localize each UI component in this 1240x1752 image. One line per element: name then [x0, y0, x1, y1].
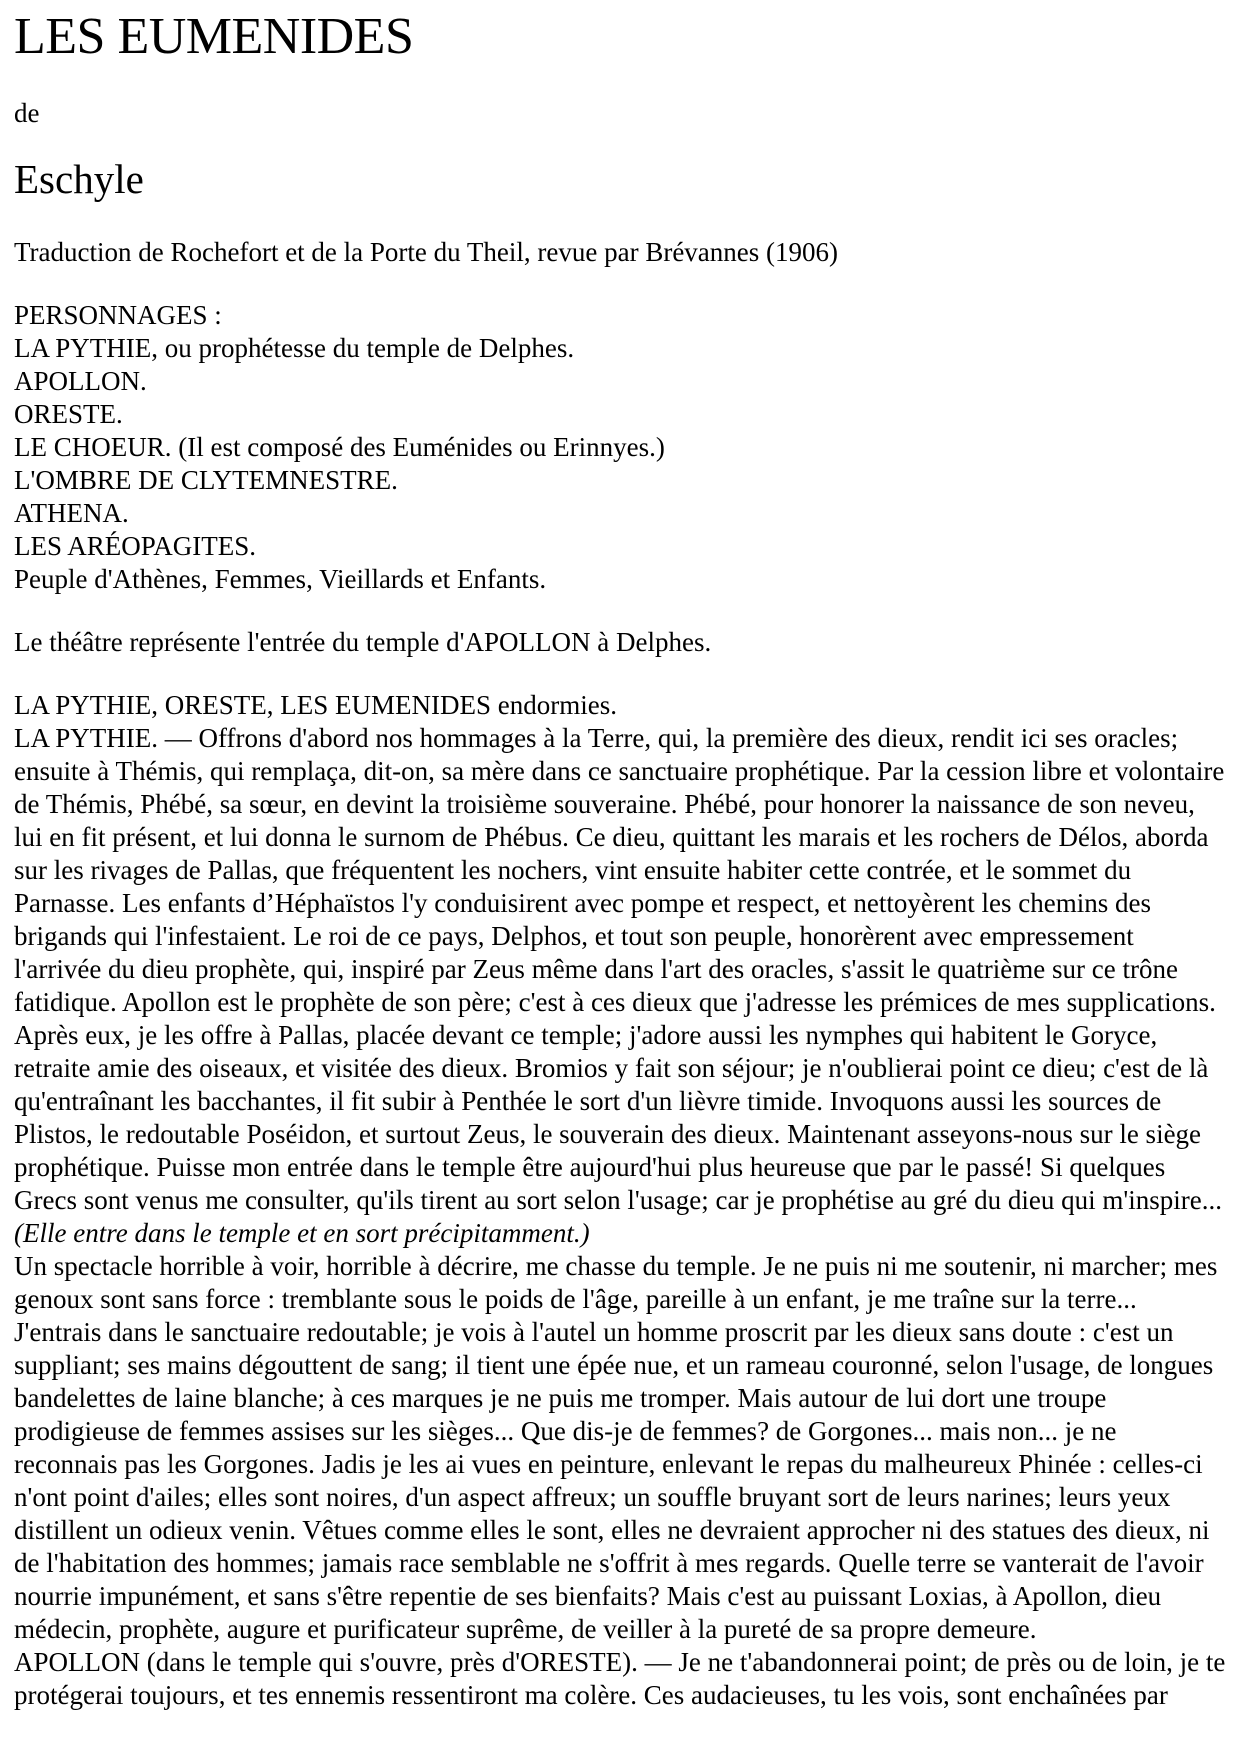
scene-opening-line: LA PYTHIE, ORESTE, LES EUMENIDES endormies. — [14, 690, 617, 720]
character-item: LA PYTHIE, ou prophétesse du temple de Delphes. — [14, 333, 575, 363]
setting-description: Le théâtre représente l'entrée du temple d'APOLLON à Delphes. — [14, 627, 712, 657]
scene-block — [14, 689, 1226, 1712]
character-item: L'OMBRE DE CLYTEMNESTRE. — [14, 465, 398, 495]
characters-heading: PERSONNAGES : — [14, 300, 222, 330]
character-item: ORESTE. — [14, 399, 123, 429]
character-item: ATHENA. — [14, 498, 129, 528]
character-item: LE CHOEUR. (Il est composé des Euménides ou Erinnyes.) — [14, 432, 665, 462]
translation-note: Traduction de Rochefort et de la Porte du Theil, revue par Brévannes (1906) — [14, 237, 839, 267]
characters-block — [14, 299, 1226, 596]
author-name: Eschyle — [14, 156, 144, 202]
character-item: Peuple d'Athènes, Femmes, Vieillards et Enfants. — [14, 564, 547, 594]
character-item: APOLLON. — [14, 366, 147, 396]
pythie-speech-continued: Un spectacle horrible à voir, horrible à décrire, me chasse du temple. Je ne puis ni me soutenir, ni marcher; mes genoux sont sans force : tremblante sous le poids de l'âge, pareille à un enfant, je me traîne sur la terre... J'entrais dans le sanctuaire redoutable; je vois à l'autel un homme proscrit par les dieux sans doute : c'est un suppliant; ses mains dégouttent de sang; il tient une épée nue, et un rameau couronné, selon l'usage, de longues bandelettes de laine blanche; à ces marques je ne puis me tromper. Mais autour de lui dort une troupe prodigieuse de femmes assises sur les sièges... Que dis-je de femmes? de Gorgones... mais non... je ne reconnais pas les Gorgones. Jadis je les ai vues en peinture, enlevant le repas du malheureux Phinée : celles-ci n'ont point d'ailes; elles sont noires, d'un aspect affreux; un souffle bruyant sort de leurs narines; leurs yeux distillent un odieux venin. Vêtues comme elles le sont, elles ne devraient approcher ni des statues des dieux, ni de l'habitation des hommes; jamais race semblable ne s'offrit à mes regards. Quelle terre se vanterait de l'avoir nourrie impunément, et sans s'être repentie de ses bienfaits? Mais c'est au puissant Loxias, à Apollon, dieu médecin, prophète, augure et purificateur suprême, de veiller à la pureté de sa propre demeure. — [14, 1251, 1218, 1644]
character-item: LES ARÉOPAGITES. — [14, 531, 257, 561]
pythie-speech: LA PYTHIE. — Offrons d'abord nos hommages à la Terre, qui, la première des dieux, rendit ici ses oracles; ensuite à Thémis, qui remplaça, dit-on, sa mère dans ce sanctuaire prophétique. Par la cession libre et volontaire de Thémis, Phébé, sa sœur, en devint la troisième souveraine. Phébé, pour honorer la naissance de son neveu, lui en fit présent, et lui donna le surnom de Phébus. Ce dieu, quittant les marais et les rochers de Délos, aborda sur les rivages de Pallas, que fréquentent les nochers, vint ensuite habiter cette contrée, et le sommet du Parnasse. Les enfants d’Héphaïstos l'y conduisirent avec pompe et respect, et nettoyèrent les chemins des brigands qui l'infestaient. Le roi de ce pays, Delphos, et tout son peuple, honorèrent avec empressement l'arrivée du dieu prophète, qui, inspiré par Zeus même dans l'art des oracles, s'assit le quatrième sur ce trône fatidique. Apollon est le prophète de son père; c'est à ces dieux que j'adresse les prémices de mes supplications. Après eux, je les offre à Pallas, placée devant ce temple; j'adore aussi les nymphes qui habitent le Goryce, retraite amie des oiseaux, et visitée des dieux. Bromios y fait son séjour; je n'oublierai point ce dieu; c'est de là qu'entraînant les bacchantes, il fit subir à Penthée le sort d'un lièvre timide. Invoquons aussi les sources de Plistos, le redoutable Poséidon, et surtout Zeus, le souverain des dieux. Maintenant asseyons-nous sur le siège prophétique. Puisse mon entrée dans le temple être aujourd'hui plus heureuse que par le passé! Si quelques Grecs sont venus me consulter, qu'ils tirent au sort selon l'usage; car je prophétise au gré du dieu qui m'inspire... — [14, 723, 1225, 1215]
stage-direction: (Elle entre dans le temple et en sort précipitamment.) — [14, 1218, 590, 1248]
page-title: LES EUMENIDES — [14, 8, 414, 65]
byline: de — [14, 98, 40, 128]
apollon-speech: APOLLON (dans le temple qui s'ouvre, près d'ORESTE). — Je ne t'abandonnerai point; de près ou de loin, je te protégerai toujours, et tes ennemis ressentiront ma colère. Ces audacieuses, tu les vois, sont enchaînées par — [14, 1647, 1226, 1710]
